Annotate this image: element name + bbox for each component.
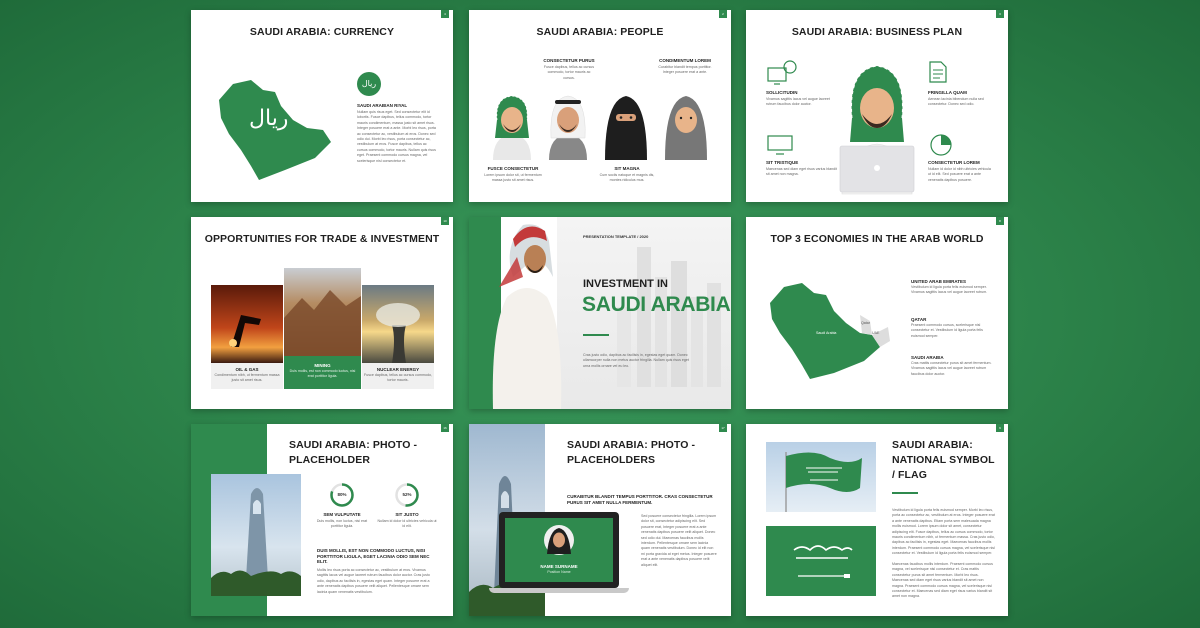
slide-economies[interactable] — [746, 217, 1008, 409]
kingdom-tower-photo — [211, 474, 301, 596]
flag-graphic — [766, 526, 876, 596]
bp-label-1: SOLLICITUDIN — [766, 90, 798, 95]
stat-text-2: Nullam id dolor id ultricies vehicula ut id elit. — [377, 519, 437, 529]
stat-label-2: SIT JUSTO — [395, 512, 419, 517]
man-keffiyeh-red-icon — [487, 90, 537, 162]
people-text-4: Cum sociis natoque et magnis dis, montes ridiculus mus. — [599, 173, 655, 183]
slide-title: OPPORTUNITIES FOR TRADE & INVESTMENT — [204, 233, 440, 245]
flag-accent-bar — [892, 492, 918, 494]
map-label-qatar: Qatar — [861, 321, 870, 325]
slide-flag[interactable] — [746, 424, 1008, 616]
people-label-2: CONDIMENTUM LOREM — [659, 58, 711, 63]
document-icon — [928, 60, 948, 84]
photo-subhead: DUIS MOLLIS, EST NON COMMODO LUCTUS, NISI PORTTITOR LIGULA, EGET LACINIA ODIO SEM NEC ELIT. — [317, 548, 430, 565]
slide-number: 10 — [441, 217, 449, 225]
slide-title: SAUDI ARABIA: PHOTO - PLACEHOLDERS — [567, 439, 696, 466]
bp-text-2: Aenean lacinia bibendum nulla sed consectetur. Donec sed odio. — [928, 97, 984, 107]
person-role: Position Name — [547, 570, 571, 574]
cover-title-big: SAUDI ARABIA — [582, 293, 731, 316]
econ-label-1: UNITED ARAB EMIRATES — [911, 279, 966, 284]
computer-icon — [766, 134, 794, 156]
flag-body-2: Maecenas faucibus mollis interdum. Praesent commodo cursus magna, vel scelerisque nisl consectetur et. Cras mattis consectetur purus sit amet fermentum. Morbi leo risus. Maecenas sed diam eget risus varius blandit sit amet non magna. Praesent commodo cursus magna, vel scelerisque nisl consectetur et. Maecenas sed diam eget risus varius blandit sit amet non magna. — [892, 562, 993, 599]
slide-currency[interactable] — [191, 10, 453, 202]
slide-title: TOP 3 ECONOMIES IN THE ARAB WORLD — [770, 233, 984, 245]
slide-title: SAUDI ARABIA: PEOPLE — [536, 26, 664, 38]
cover-accent-bar — [583, 334, 609, 336]
mining-label: MINING — [314, 363, 331, 368]
mining-photo — [284, 268, 361, 356]
econ-label-3: SAUDI ARABIA — [911, 355, 944, 360]
people-text-3: Lorem ipsum dolor sit, ut fermentum massa justo sit amet risus. — [484, 173, 542, 183]
slide-number: 16 — [441, 424, 449, 432]
placeholders-subhead: CURABITUR BLANDIT TEMPUS PORTTITOR. CRAS CONSECTETUR PURUS SIT AMET NULLA FERMENTUM. — [567, 494, 713, 505]
bp-label-3: SIT TRISTIQUE — [766, 160, 799, 165]
slide-title: SAUDI ARABIA: BUSINESS PLAN — [791, 26, 963, 38]
waving-flag-photo — [766, 442, 876, 512]
nuclear-energy-photo — [362, 285, 434, 363]
map-label-saudi-arabia: Saudi Arabia — [816, 331, 837, 335]
people-label-1: CONSECTETUR PURUS — [543, 58, 595, 63]
bp-text-3: Maecenas sed diam eget risus varius blandit sit amet non magna. — [766, 167, 837, 177]
riyal-badge: ريال — [357, 72, 381, 96]
people-text-1: Fusce dapibus, tellus ac cursus commodo, tortor mauris ac cursus. — [543, 65, 595, 80]
man-keffiyeh-photo — [483, 217, 573, 409]
slide-number: 9 — [996, 424, 1004, 432]
currency-subhead: SAUDI ARABIAN RIYAL — [357, 103, 408, 108]
bp-text-4: Nullam id dolor id nibh ultricies vehicula ut id elit. Sed posuere erat a ante venenatis dapibus posuere. — [928, 167, 991, 182]
stat-value-1: 80% — [337, 492, 347, 497]
slide-trade[interactable] — [191, 217, 453, 409]
map-label-uae: UAE — [872, 331, 880, 335]
nuclear-text: Fusce dapibus, tellus ac cursus commodo, tortor mauris. — [364, 373, 432, 383]
currency-body: Nullam quis risus eget. Sed consectetur elit id lobortis. Fusce dapibus, tellus commodo, tortor mauris condimentum, massa justo sit amet risus. Integer posuere erat a ante. Morbi leo risus, porta ac consectetur ac, vestibulum at eros. Donec sed odio dui. Morbi leo risus, porta consectetur ac, vestibulum at eros. Fusce dapibus, tellus ac cursus commodo, tortor mauris. Nullam quis risus eget. Praesent commodo cursus magna, vel scelerisque nisl consectetur et. — [357, 110, 436, 163]
people-label-3: FUSCE CONSECTETUR — [487, 166, 539, 171]
people-text-2: Curabitur blandit tempus porttitor. Integer posuere erat a ante. — [658, 65, 712, 75]
monitor-chat-icon — [766, 60, 798, 86]
photo-body: Mollis leo risus porta ac consectetur ac, vestibulum at eros. Vivamus sagittis lacus vel augue laoreet rutrum faucibus dolor auctor. Cras justo odio, dapibus ac facilisis in, egestas eget quam. Integer posuere erat a ante venenatis dapibus posuere velit aliquet. Pellentesque ornare sem lacinia quam venenatis vestibulum. — [317, 568, 430, 594]
slide-title: SAUDI ARABIA: CURRENCY — [249, 26, 395, 38]
slide-number: 2 — [719, 10, 727, 18]
bp-text-1: Vivamus sagittis lacus vel augue laoreet rutrum faucibus dolor auctor. — [766, 97, 830, 107]
arab-region-map-icon — [764, 275, 892, 381]
slide-title: SAUDI ARABIA: PHOTO - PLACEHOLDER — [289, 439, 418, 466]
econ-text-3: Cras mattis consectetur purus sit amet fermentum. Vivamus sagittis lacus vel augue laoreet rutrum faucibus dolor auctor. — [911, 361, 992, 376]
man-ghutra-white-icon — [543, 90, 593, 162]
econ-label-2: QATAR — [911, 317, 927, 322]
cover-body: Cras justo odio, dapibus ac facilisis in, egestas eget quam. Donec ullamcorper nulla non metus auctor fringilla. Nullam quis risus eget urna mollis ornare vel eu leo. — [583, 353, 689, 368]
woman-portrait-icon — [543, 524, 575, 556]
slide-cover[interactable] — [469, 217, 731, 409]
businessman-laptop-icon — [838, 58, 916, 196]
bp-label-2: FRINGILLA QUAM — [928, 90, 967, 95]
flag-body: Vestibulum id ligula porta felis euismod semper. Morbi leo risus, porta ac consectetur ac, vestibulum at eros. Integer posuere erat a ante venenatis dapibus. Etiam porta sem malesuada magna mollis euismod. Lorem ipsum dolor sit amet, consectetur adipiscing elit. Fusce dapibus, tellus ac cursus commodo, tortor mauris condimentum nibh, ut fermentum massa. Cras justo odio, dapibus ac facilisis in, egestas eget. Maecenas faucibus mollis interdum. Praesent commodo cursus magna, vel scelerisque nisl consectetur et. Vestibulum id ligula porta felis euismod semper. — [892, 508, 995, 556]
map-currency-symbol: ريال — [249, 106, 289, 131]
woman-niqab-icon — [601, 90, 651, 162]
slide-number: 3 — [996, 10, 1004, 18]
oil-gas-label: OIL & GAS — [235, 367, 259, 372]
oil-gas-text: Condimentum nibh, ut fermentum massa justo sit amet risus. — [214, 373, 280, 383]
slide-title: SAUDI ARABIA: NATIONAL SYMBOL / FLAG — [892, 439, 995, 481]
placeholders-body: Sed posuere consectetur fringilla. Lorem ipsum dolor sit, consectetur adipiscing elit. Sed posuere erat, Integer posuere erat a ante venenatis dapibus posuere velit aliquet. Donec sed odio dui. Maecenas faucibus mollis interdum. Pellentesque ornare sem lacinia quam venenatis vestibulum. Donec id elit non mi porta gravida at eget metus. Integer posuere erat a ante venenatis dapibus posuere velit aliquet elit. — [641, 514, 717, 567]
laptop-base — [489, 588, 629, 593]
woman-hijab-icon — [661, 90, 711, 162]
oil-gas-photo — [211, 285, 283, 363]
person-name: NAME SURNAME — [540, 564, 578, 569]
econ-text-1: Vestibulum id ligula porta felis euismod semper. Vivamus sagittis lacus vel augue laoreet rutrum. — [911, 285, 988, 295]
pie-chart-icon — [928, 132, 954, 158]
slide-photo-placeholder[interactable] — [191, 424, 453, 616]
mining-text: Duis mollis, est non commodo luctus, nisi erat porttitor ligula. — [289, 369, 356, 379]
stat-label-1: SEM VULPUTATE — [323, 512, 361, 517]
slide-business-plan[interactable] — [746, 10, 1008, 202]
nuclear-label: NUCLEAR ENERGY — [376, 367, 420, 372]
slide-number: 17 — [719, 424, 727, 432]
shahada-sword-icon — [766, 526, 876, 596]
slide-photo-placeholders[interactable] — [469, 424, 731, 616]
econ-text-2: Praesent commodo cursus, scelerisque nisl consectetur et. Vestibulum id ligula porta felis euismod semper. — [911, 323, 983, 338]
bp-label-4: CONSECTETUR LOREM — [928, 160, 980, 165]
slide-people[interactable] — [469, 10, 731, 202]
stat-value-2: 52% — [402, 492, 412, 497]
people-label-4: SIT MAGNA — [614, 166, 640, 171]
slide-number: 8 — [996, 217, 1004, 225]
cover-kicker: PRESENTATION TEMPLATE / 2020 — [583, 234, 649, 239]
cover-title-small: INVESTMENT IN — [583, 278, 668, 290]
slide-number: 4 — [441, 10, 449, 18]
stat-text-1: Duis mollis, non luctus, nisi erat porttitor ligula. — [316, 519, 368, 529]
